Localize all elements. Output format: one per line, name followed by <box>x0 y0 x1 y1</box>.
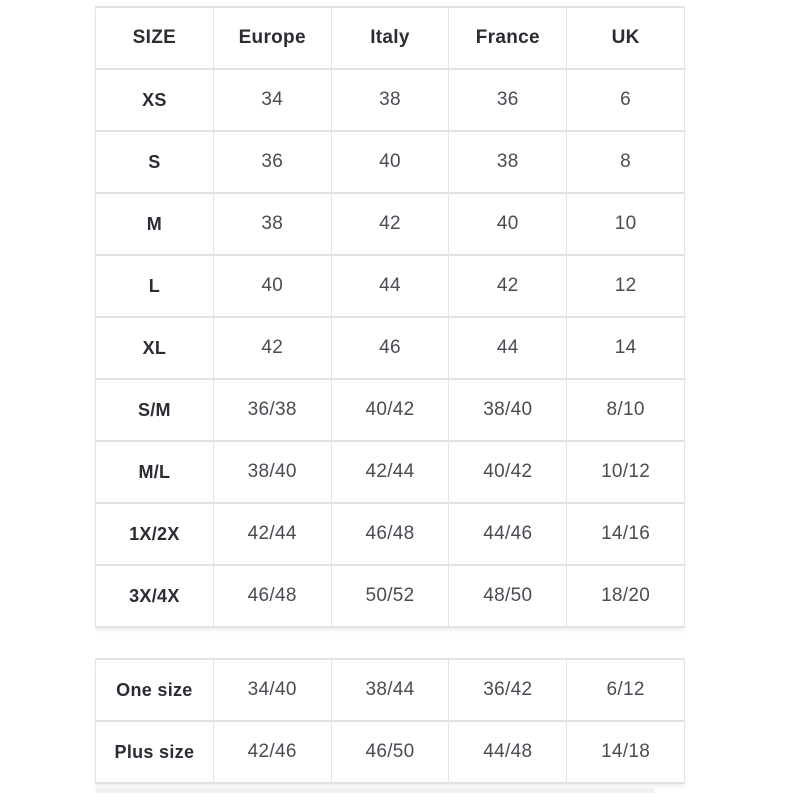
value-cell: 14/16 <box>567 503 685 565</box>
value-cell: 36 <box>213 131 331 193</box>
value-cell: 38/40 <box>449 379 567 441</box>
value-cell: 40 <box>449 193 567 255</box>
value-cell: 36/38 <box>213 379 331 441</box>
size-label-cell: XS <box>96 69 214 131</box>
column-header-france: France <box>449 7 567 69</box>
value-cell: 8/10 <box>567 379 685 441</box>
table-row-s <box>96 131 685 193</box>
table-row-one-size <box>96 659 685 721</box>
table-row-3x-4x <box>96 565 685 627</box>
size-label-cell: 3X/4X <box>96 565 214 627</box>
value-cell: 40 <box>331 131 449 193</box>
value-cell: 14 <box>567 317 685 379</box>
column-header-uk: UK <box>567 7 685 69</box>
value-cell: 42/46 <box>213 721 331 783</box>
value-cell: 38/44 <box>331 659 449 721</box>
column-header-italy: Italy <box>331 7 449 69</box>
value-cell: 10/12 <box>567 441 685 503</box>
value-cell: 38 <box>213 193 331 255</box>
value-cell: 8 <box>567 131 685 193</box>
value-cell: 34/40 <box>213 659 331 721</box>
table-row-l <box>96 255 685 317</box>
table-row-plus-size <box>96 721 685 783</box>
value-cell: 42 <box>449 255 567 317</box>
size-label-cell: S/M <box>96 379 214 441</box>
value-cell: 36/42 <box>449 659 567 721</box>
value-cell: 42/44 <box>213 503 331 565</box>
special-size-table <box>95 658 685 784</box>
value-cell: 36 <box>449 69 567 131</box>
value-cell: 40/42 <box>449 441 567 503</box>
size-label-cell: L <box>96 255 214 317</box>
value-cell: 38 <box>449 131 567 193</box>
table-row-s-m <box>96 379 685 441</box>
bottom-shadow-bar <box>95 788 655 793</box>
value-cell: 40/42 <box>331 379 449 441</box>
value-cell: 44 <box>449 317 567 379</box>
value-cell: 42 <box>213 317 331 379</box>
size-label-cell: One size <box>96 659 214 721</box>
value-cell: 34 <box>213 69 331 131</box>
table-row-xs <box>96 69 685 131</box>
value-cell: 46 <box>331 317 449 379</box>
value-cell: 42 <box>331 193 449 255</box>
header-row <box>96 7 685 69</box>
value-cell: 38 <box>331 69 449 131</box>
size-label-cell: S <box>96 131 214 193</box>
value-cell: 18/20 <box>567 565 685 627</box>
table-row-m <box>96 193 685 255</box>
value-cell: 46/48 <box>331 503 449 565</box>
main-size-table <box>95 6 685 628</box>
value-cell: 46/50 <box>331 721 449 783</box>
table-row-xl <box>96 317 685 379</box>
size-label-cell: Plus size <box>96 721 214 783</box>
value-cell: 14/18 <box>567 721 685 783</box>
size-label-cell: 1X/2X <box>96 503 214 565</box>
size-label-cell: M/L <box>96 441 214 503</box>
value-cell: 12 <box>567 255 685 317</box>
size-label-cell: XL <box>96 317 214 379</box>
size-label-cell: M <box>96 193 214 255</box>
value-cell: 44 <box>331 255 449 317</box>
value-cell: 50/52 <box>331 565 449 627</box>
table-gap-spacer <box>95 628 800 658</box>
column-header-europe: Europe <box>213 7 331 69</box>
value-cell: 40 <box>213 255 331 317</box>
value-cell: 6/12 <box>567 659 685 721</box>
value-cell: 44/46 <box>449 503 567 565</box>
value-cell: 38/40 <box>213 441 331 503</box>
value-cell: 48/50 <box>449 565 567 627</box>
value-cell: 46/48 <box>213 565 331 627</box>
value-cell: 10 <box>567 193 685 255</box>
value-cell: 42/44 <box>331 441 449 503</box>
table-row-m-l <box>96 441 685 503</box>
table-row-1x-2x <box>96 503 685 565</box>
value-cell: 6 <box>567 69 685 131</box>
column-header-size: SIZE <box>96 7 214 69</box>
value-cell: 44/48 <box>449 721 567 783</box>
